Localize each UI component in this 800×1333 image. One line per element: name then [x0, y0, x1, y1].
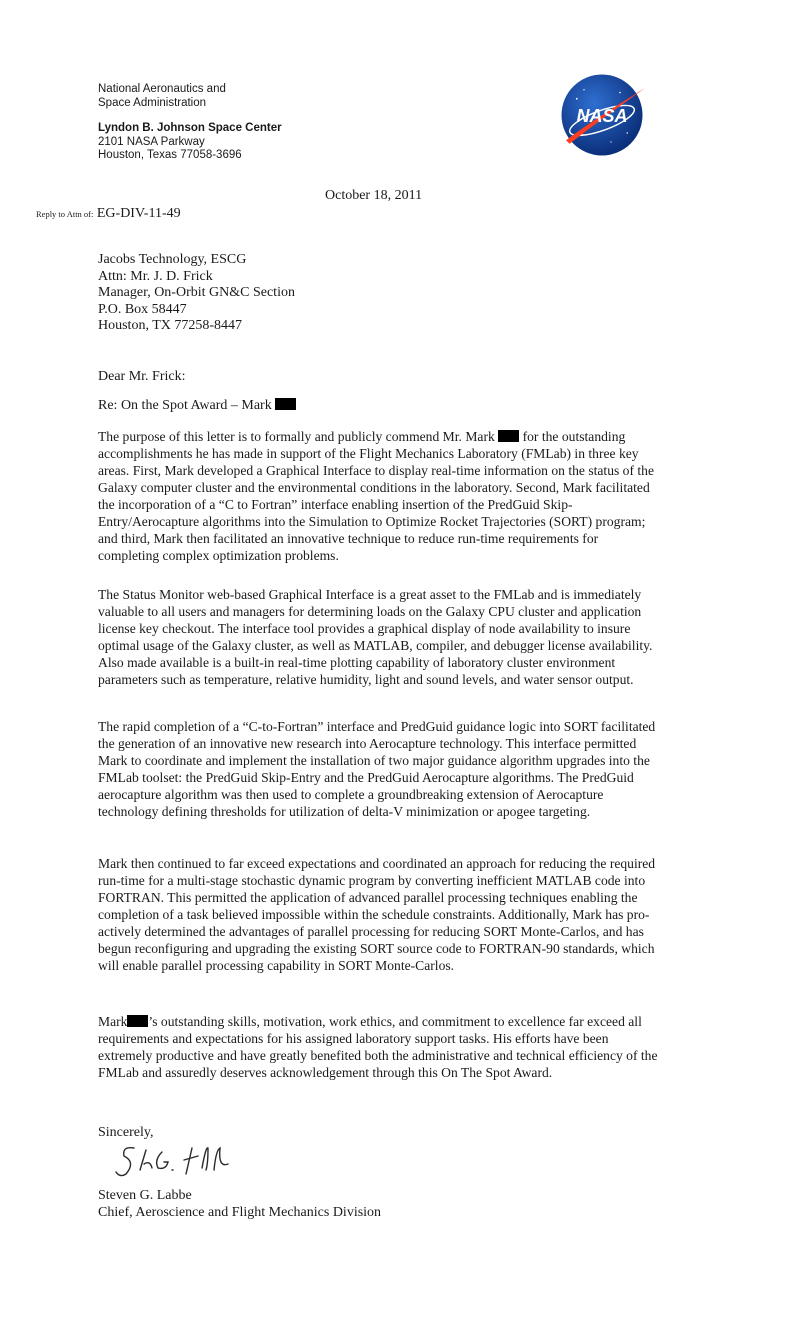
center-city: Houston, Texas 77058-3696 [98, 149, 242, 161]
recipient-line-3: Manager, On-Orbit GN&C Section [98, 285, 295, 301]
handwritten-signature [110, 1134, 260, 1184]
subject-line [98, 398, 296, 414]
reply-to-label: Reply to Attn of: [36, 209, 94, 219]
recipient-line-1: Jacobs Technology, ESCG [98, 252, 247, 267]
center-street: 2101 NASA Parkway [98, 135, 205, 148]
nasa-logo-icon [557, 70, 647, 160]
paragraph-1-rest: for the outstanding accomplishments he has made in support of the Flight Mechanics Laboratory (FMLab) in three key areas. First, Mark developed a Graphical Interface to display real-time information on the status of the Galaxy computer cluster and the environmental conditions in the laboratory. Second, Mark facilitated the incorporation of a “C to Fortran” interface enabling insertion of the PredGuid Skip-Entry/Aerocapture algorithms into the Simulation to Optimize Rocket Trajectories (SORT) program; and third, Mark then facilitated an innovative technique to reduce run-time requirements for completing complex optimization problems. [98, 429, 655, 563]
nasa-logo-text: NASA [576, 106, 628, 127]
reply-to-code: EG-DIV-11-49 [96, 206, 181, 221]
paragraph-5-start: Mark [98, 1014, 128, 1029]
redaction-bar [127, 1015, 148, 1027]
recipient-line-2: Attn: Mr. J. D. Frick [98, 268, 213, 284]
agency-line-2: Space Administration [98, 97, 207, 109]
agency-name [98, 82, 226, 110]
redaction-bar [275, 398, 296, 410]
body-paragraph-2: The Status Monitor web-based Graphical Interface is a great asset to the FMLab and is immediately valuable to all users and managers for determining loads on the Galaxy CPU cluster and application license key checkout. The interface tool provides a graphical display of node availability to insure optimal usage of the Galaxy cluster, as well as MATLAB, compiler, and debugger license availability. Also made available is a built-in real-time plotting capability of laboratory cluster environment parameters such as temperature, relative humidity, light and sound levels, and water sensor output. [98, 587, 653, 687]
recipient-line-4: P.O. Box 58447 [98, 301, 187, 317]
redaction-bar [498, 430, 519, 442]
letter-date: October 18, 2011 [325, 188, 423, 203]
salutation: Dear Mr. Frick: [98, 369, 186, 384]
paragraph-5-rest: ’s outstanding skills, motivation, work ethics, and commitment to excellence far exceed all requirements and expectations for his assigned laboratory support tasks. His efforts have been extremely productive and have greatly benefited both the administrative and technical efficiency of the FMLab and assuredly deserves acknowledgement through this On The Spot Award. [98, 1014, 658, 1080]
center-address [98, 122, 282, 163]
recipient-line-5: Houston, TX 77258-8447 [98, 318, 243, 334]
signer-title: Chief, Aeroscience and Flight Mechanics Division [98, 1205, 382, 1220]
closing: Sincerely, [98, 1125, 154, 1140]
agency-line-1: National Aeronautics and [98, 83, 226, 95]
center-name: Lyndon B. Johnson Space Center [98, 122, 282, 134]
body-paragraph-4: Mark then continued to far exceed expectations and coordinated an approach for reducing the required run-time for a multi-stage stochastic dynamic program by converting inefficient MATLAB code into FORTRAN. This permitted the application of advanced parallel processing techniques enabling the completion of a task believed impossible within the schedule constraints. Additionally, Mark has pro-actively determined the advantages of parallel processing for reducing SORT Monte-Carlos, and has begun reconfiguring and upgrading the existing SORT source code to FORTRAN-90 standards, which will enable parallel processing capability in SORT Monte-Carlos. [98, 856, 656, 973]
recipient-address [98, 252, 295, 335]
signer-name: Steven G. Labbe [98, 1188, 192, 1203]
subject-text: Re: On the Spot Award – Mark [98, 398, 272, 413]
reply-to-line [36, 206, 181, 222]
body-paragraph-3: The rapid completion of a “C-to-Fortran” interface and PredGuid guidance logic into SORT facilitated the generation of an innovative new research into Aerocapture technology. This interface permitted Mark to coordinate and implement the installation of two major guidance algorithm upgrades into the FMLab toolset: the PredGuid Skip-Entry and the PredGuid Aerocapture algorithms. The PredGuid aerocapture algorithm was then used to complete a groundbreaking extension of Aerocapture technology defining thresholds for utilization of delta-V minimization or apogee targeting. [98, 719, 656, 819]
paragraph-1-start: The purpose of this letter is to formally and publicly commend Mr. Mark [98, 429, 495, 444]
body-paragraph-1 [98, 428, 658, 564]
body-paragraph-5 [98, 1013, 658, 1081]
signature-block [98, 1187, 381, 1221]
